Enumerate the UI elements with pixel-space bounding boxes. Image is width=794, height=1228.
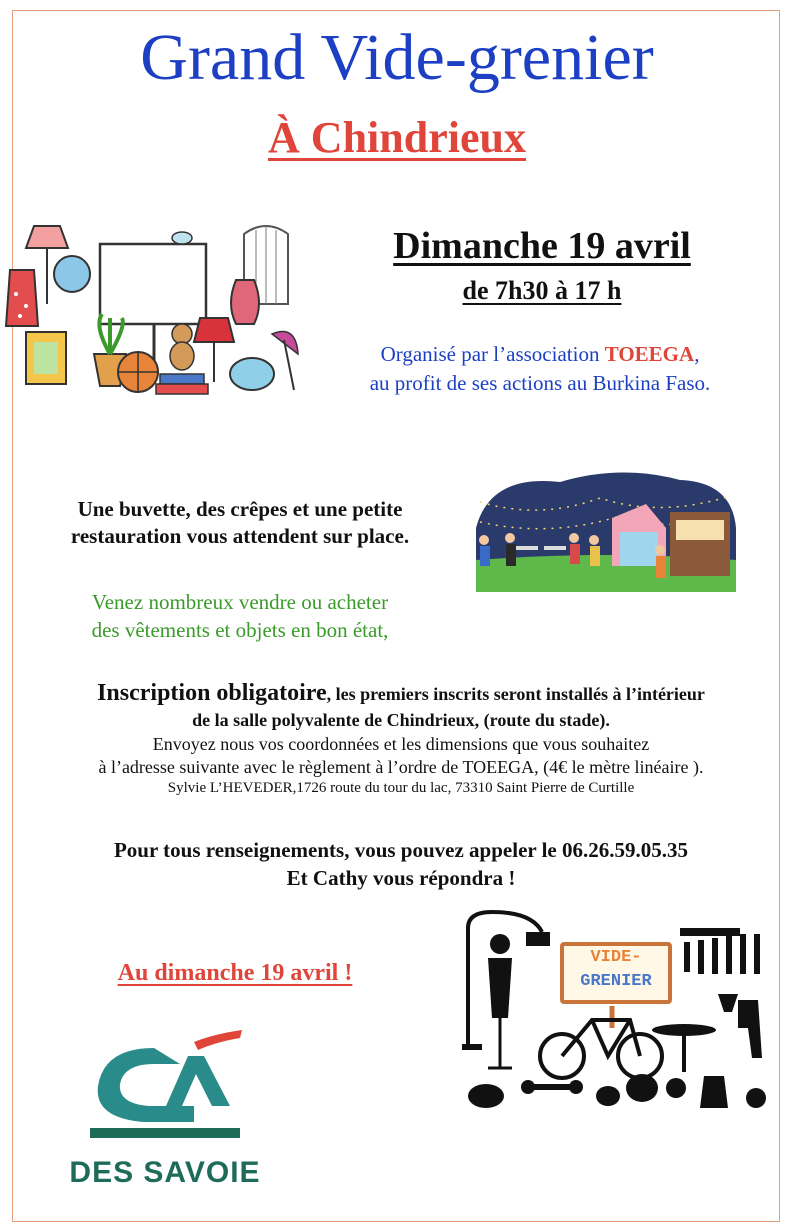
contact-line-2: Et Cathy vous répondra ! — [286, 866, 516, 891]
brocante-objects-illustration — [4, 214, 300, 404]
association-name: TOEEGA — [604, 342, 695, 366]
inscription-line-3: Envoyez nous vos coordonnées et les dimensions que vous souhaitez — [152, 733, 650, 754]
reminder-date: Au dimanche 19 avril ! — [117, 960, 353, 986]
poster-subtitle: À Chindrieux — [268, 113, 526, 162]
inscription-line-1-rest: , les premiers inscrits seront installés à l’intérieur — [326, 684, 705, 704]
inscription-line-2: de la salle polyvalente de Chindrieux, (route du stade). — [192, 710, 610, 731]
buvette-line-1: Une buvette, des crêpes et une petite — [77, 497, 403, 521]
sign-line-1: VIDE- — [590, 948, 642, 967]
vide-grenier-silhouettes — [462, 908, 780, 1118]
inscription-line-1 — [16, 678, 786, 709]
contact-block — [16, 836, 786, 893]
event-date: Dimanche 19 avril — [393, 225, 691, 267]
organizer-line-1 — [320, 340, 760, 369]
venez-text — [20, 588, 460, 645]
buvette-text — [20, 496, 460, 551]
credit-agricole-logo — [84, 1030, 254, 1142]
inscription-line-4: à l’adresse suivante avec le règlement à l’ordre de TOEEGA, (4€ le mètre linéaire ). — [98, 756, 704, 777]
venez-line-2: des vêtements et objets en bon état, — [91, 618, 389, 643]
sign-line-2: GRENIER — [580, 972, 652, 991]
event-hours: de 7h30 à 17 h — [462, 276, 622, 305]
organizer-line-2: au profit de ses actions au Burkina Faso. — [369, 371, 711, 396]
organizer-text — [320, 340, 760, 399]
sponsor-name: DES SAVOIE — [69, 1156, 261, 1189]
vide-grenier-sign — [560, 942, 672, 1004]
inscription-block — [16, 678, 786, 799]
organizer-suffix: , — [694, 342, 700, 366]
buvette-line-2: restauration vous attendent sur place. — [70, 524, 410, 549]
venez-line-1: Venez nombreux vendre ou acheter — [91, 590, 389, 614]
night-market-illustration — [470, 468, 740, 592]
organizer-prefix: Organisé par l’association — [380, 342, 605, 366]
contact-line-1: Pour tous renseignements, vous pouvez appeler le 06.26.59.05.35 — [113, 838, 688, 862]
inscription-heading: Inscription obligatoire — [97, 680, 327, 706]
poster-title: Grand Vide-grenier — [140, 21, 654, 94]
inscription-address: Sylvie L’HEVEDER,1726 route du tour du lac, 73310 Saint Pierre de Curtille — [167, 780, 635, 797]
